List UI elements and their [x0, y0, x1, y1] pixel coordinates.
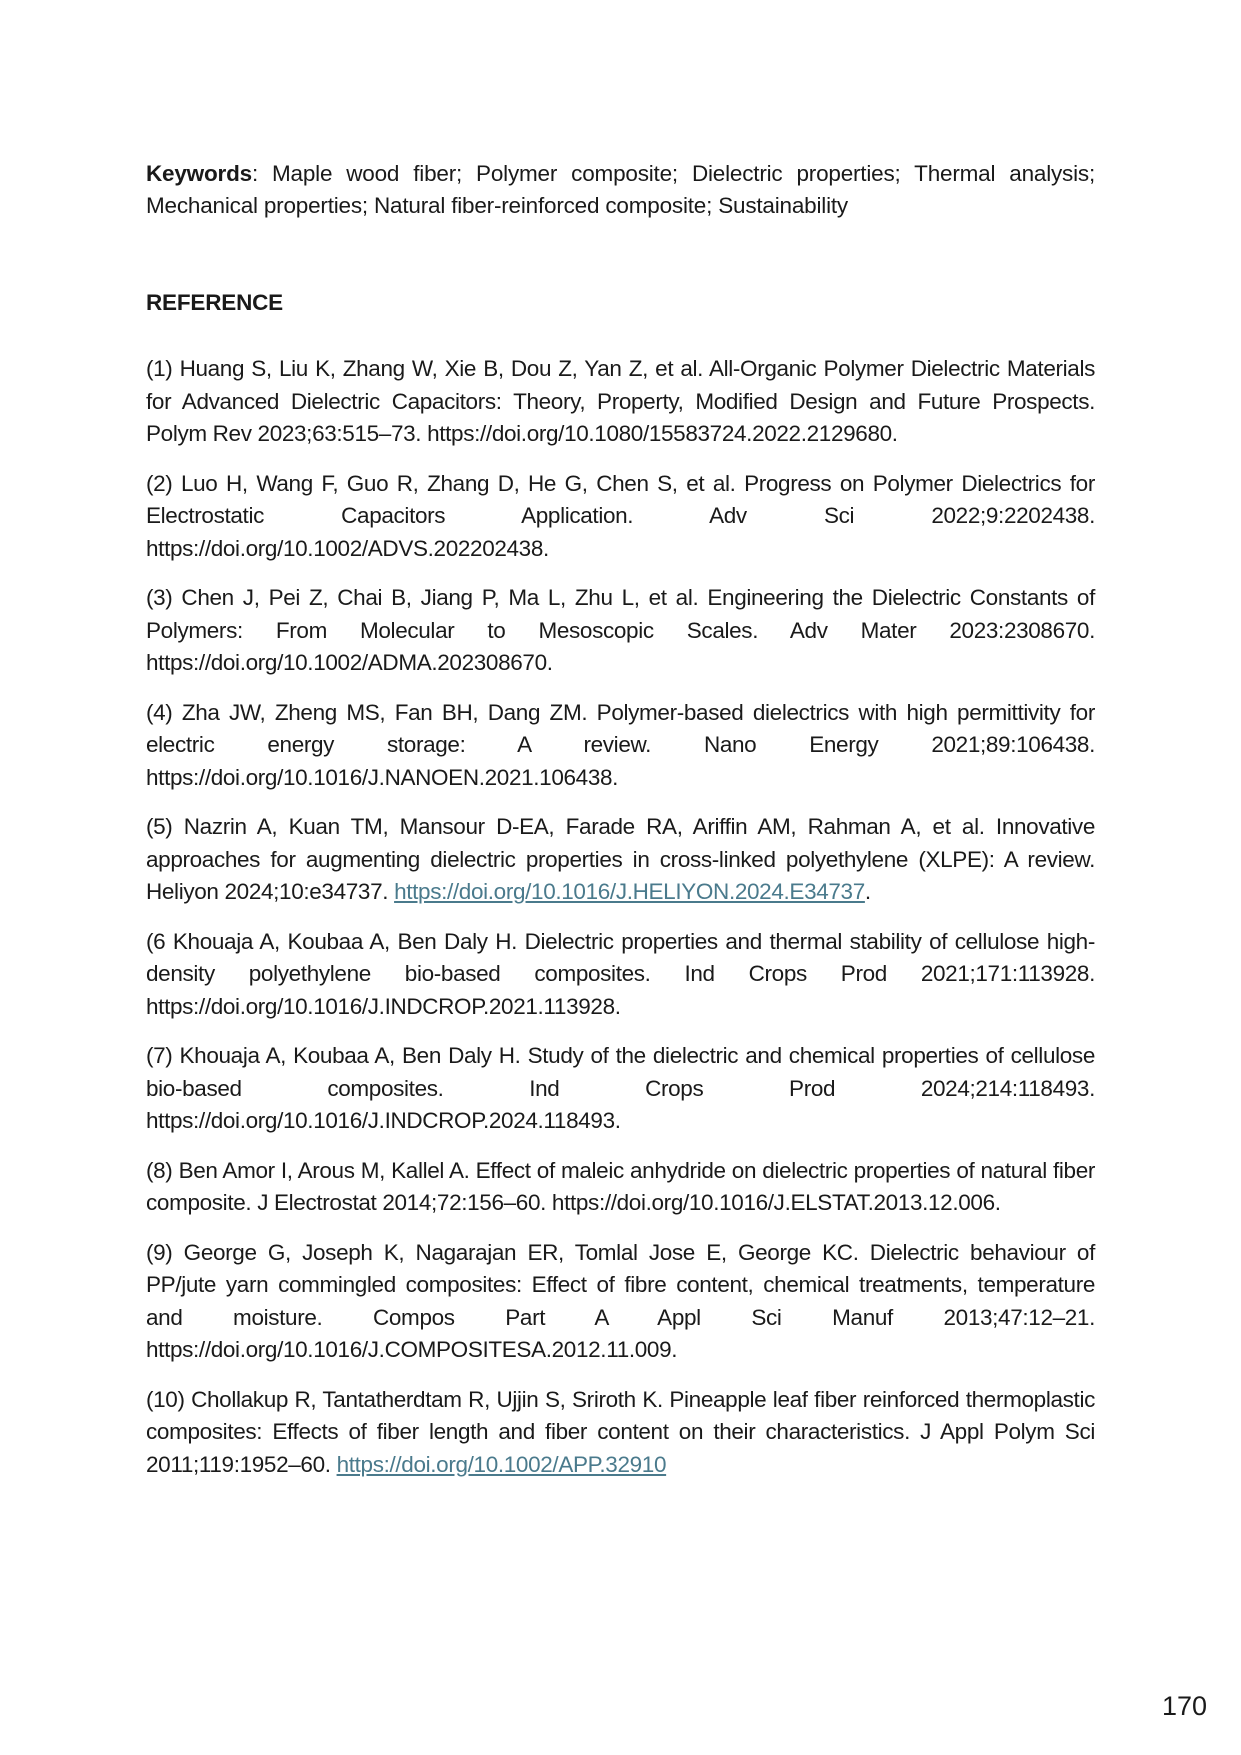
keywords-paragraph	[146, 158, 1095, 222]
reference-item-5	[146, 811, 1095, 909]
reference-item-2	[146, 468, 1095, 566]
keywords-text: : Maple wood fiber; Polymer composite; Dielectric properties; Thermal analysis; Mechanical properties; Natural fiber-reinforced composite; Sustainability	[146, 161, 1095, 218]
reference-list	[146, 353, 1095, 1498]
reference-item-6	[146, 926, 1095, 1024]
keywords-label: Keywords	[146, 161, 252, 186]
page-number: 170	[1161, 1691, 1207, 1721]
reference-item-3	[146, 582, 1095, 680]
reference-item-1	[146, 353, 1095, 451]
reference-text: (2) Luo H, Wang F, Guo R, Zhang D, He G, Chen S, et al. Progress on Polymer Dielectrics for Electrostatic Capacitors Application. Adv Sci 2022;9:2202438. https://doi.org/10.1002/ADVS.202202438.	[146, 470, 1095, 561]
references-heading: REFERENCE	[146, 290, 283, 315]
reference-text: (8) Ben Amor I, Arous M, Kallel A. Effect of maleic anhydride on dielectric properties of natural fiber composite. J Electrostat 2014;72:156–60. https://doi.org/10.1016/J.ELSTAT.2013.12.006.	[146, 1157, 1095, 1215]
reference-text: (6 Khouaja A, Koubaa A, Ben Daly H. Dielectric properties and thermal stability of cellulose high-density polyethylene bio-based composites. Ind Crops Prod 2021;171:113928. https://doi.org/10.1016/J.INDCROP.2021.113928.	[146, 928, 1095, 1019]
reference-text: (7) Khouaja A, Koubaa A, Ben Daly H. Study of the dielectric and chemical properties of cellulose bio-based composites. Ind Crops Prod 2024;214:118493. https://doi.org/10.1016/J.INDCROP.2024.118493.	[146, 1043, 1095, 1133]
reference-item-7	[146, 1040, 1095, 1138]
reference-text: (1) Huang S, Liu K, Zhang W, Xie B, Dou Z, Yan Z, et al. All-Organic Polymer Dielectric Materials for Advanced Dielectric Capacitors: Theory, Property, Modified Design and Future Prospects. Polym Rev 2023;63:515–73. https://doi.org/10.1080/15583724.2022.2129680.	[146, 356, 1095, 446]
reference-text: (10) Chollakup R, Tantatherdtam R, Ujjin S, Sriroth K. Pineapple leaf fiber reinforced thermoplastic composites: Effects of fiber length and fiber content on their characteristics. J Appl Polym Sci 2011;119:1952–60.	[146, 1386, 1095, 1477]
doi-link[interactable]: https://doi.org/10.1002/APP.32910	[336, 1451, 667, 1477]
reference-item-4	[146, 697, 1095, 795]
reference-item-10	[146, 1384, 1095, 1482]
reference-text: (9) George G, Joseph K, Nagarajan ER, Tomlal Jose E, George KC. Dielectric behaviour of PP/jute yarn commingled composites: Effect of fibre content, chemical treatments, temperature and moisture. Compos Part A Appl Sci Manuf 2013;47:12–21. https://doi.org/10.1016/J.COMPOSITESA.2012.11.009.	[146, 1239, 1095, 1362]
reference-item-8	[146, 1155, 1095, 1220]
reference-text: (4) Zha JW, Zheng MS, Fan BH, Dang ZM. Polymer-based dielectrics with high permittivity for electric energy storage: A review. Nano Energy 2021;89:106438. https://doi.org/10.1016/J.NANOEN.2021.106438.	[146, 699, 1095, 790]
reference-text: (3) Chen J, Pei Z, Chai B, Jiang P, Ma L, Zhu L, et al. Engineering the Dielectric Constants of Polymers: From Molecular to Mesoscopic Scales. Adv Mater 2023:2308670. https://doi.org/10.1002/ADMA.202308670.	[146, 585, 1095, 675]
doi-link[interactable]: https://doi.org/10.1016/J.HELIYON.2024.E34737	[394, 879, 865, 904]
reference-text: (5) Nazrin A, Kuan TM, Mansour D-EA, Farade RA, Ariffin AM, Rahman A, et al. Innovative approaches for augmenting dielectric properties in cross-linked polyethylene (XLPE): A review. Heliyon 2024;10:e34737.	[146, 814, 1095, 904]
reference-item-9	[146, 1237, 1095, 1367]
reference-suffix: .	[864, 879, 871, 904]
page-content	[146, 158, 1095, 1477]
